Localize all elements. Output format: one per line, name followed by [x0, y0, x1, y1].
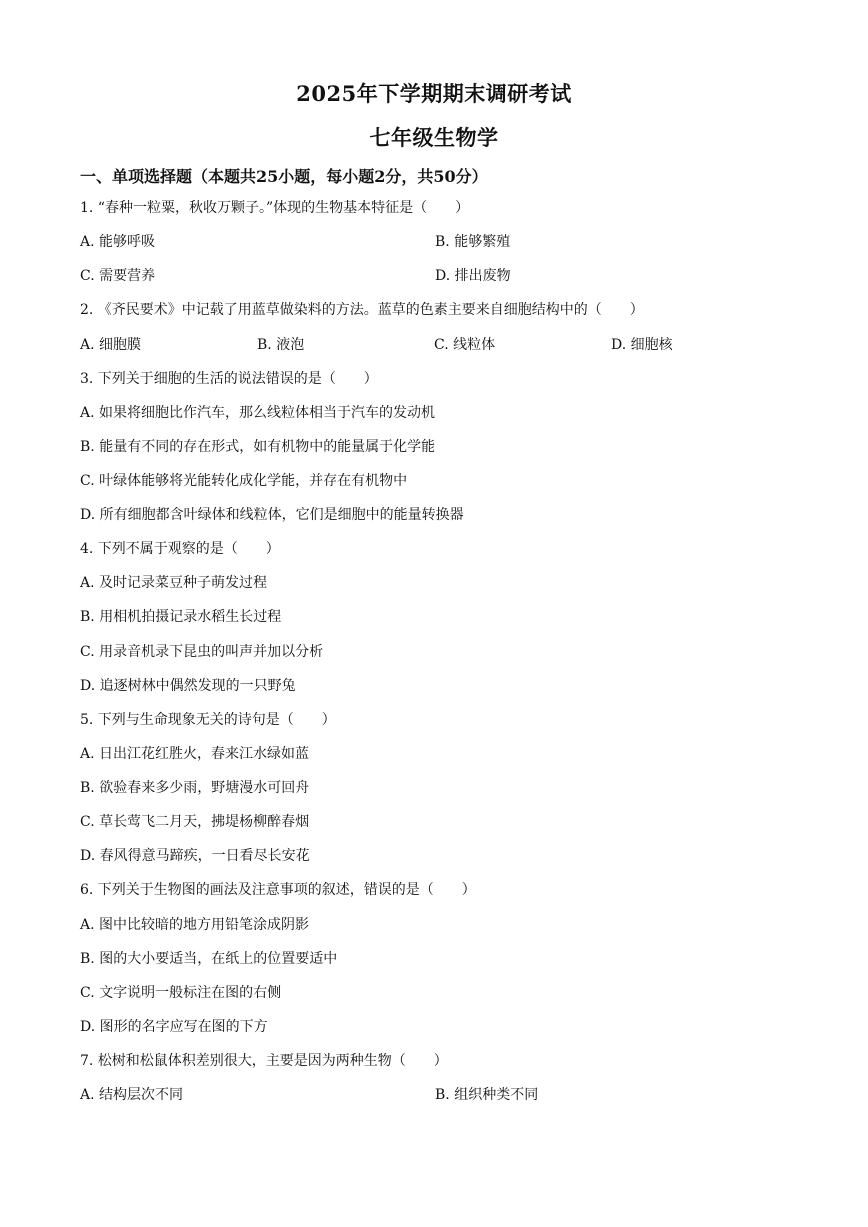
option: C. 文字说明一般标注在图的右侧 — [80, 985, 282, 1001]
exam-title: 2025年下学期期末调研考试 — [296, 81, 572, 106]
option: A. 细胞膜 — [80, 337, 142, 353]
option: B. 组织种类不同 — [435, 1087, 539, 1103]
option: D. 追逐树林中偶然发现的一只野兔 — [80, 678, 296, 694]
question-stem: 1. “春种一粒粟，秋收万颗子。”体现的生物基本特征是（ ） — [80, 200, 470, 216]
question-stem: 7. 松树和松鼠体积差别很大，主要是因为两种生物（ ） — [80, 1053, 448, 1069]
option: B. 欲验春来多少雨，野塘漫水可回舟 — [80, 780, 310, 796]
question-stem: 6. 下列关于生物图的画法及注意事项的叙述，错误的是（ ） — [80, 882, 476, 898]
option: A. 能够呼吸 — [80, 234, 156, 250]
question-stem: 2. 《齐民要术》中记载了用蓝草做染料的方法。蓝草的色素主要来自细胞结构中的（ ） — [80, 302, 644, 318]
option: A. 图中比较暗的地方用铅笔涂成阴影 — [80, 917, 310, 933]
option: B. 能量有不同的存在形式，如有机物中的能量属于化学能 — [80, 439, 436, 455]
option: D. 排出废物 — [435, 268, 511, 284]
option: D. 图形的名字应写在图的下方 — [80, 1019, 268, 1035]
option: A. 结构层次不同 — [80, 1087, 184, 1103]
option: C. 叶绿体能够将光能转化成化学能，并存在有机物中 — [80, 473, 408, 489]
option: B. 图的大小要适当，在纸上的位置要适中 — [80, 951, 338, 967]
option: C. 草长莺飞二月天，拂堤杨柳醉春烟 — [80, 814, 310, 830]
option: A. 及时记录菜豆种子萌发过程 — [80, 575, 268, 591]
option: D. 细胞核 — [611, 337, 673, 353]
option: C. 线粒体 — [434, 337, 496, 353]
section-heading: 一、单项选择题（本题共25小题，每小题2分，共50分） — [80, 167, 488, 186]
option: A. 日出江花红胜火，春来江水绿如蓝 — [80, 746, 310, 762]
option: C. 需要营养 — [80, 268, 156, 284]
option: C. 用录音机录下昆虫的叫声并加以分析 — [80, 644, 324, 660]
question-stem: 3. 下列关于细胞的生活的说法错误的是（ ） — [80, 371, 378, 387]
option: B. 用相机拍摄记录水稻生长过程 — [80, 609, 282, 625]
question-stem: 5. 下列与生命现象无关的诗句是（ ） — [80, 712, 336, 728]
option: A. 如果将细胞比作汽车，那么线粒体相当于汽车的发动机 — [80, 405, 436, 421]
option: D. 春风得意马蹄疾，一日看尽长安花 — [80, 848, 310, 864]
option: B. 液泡 — [257, 337, 305, 353]
option: D. 所有细胞都含叶绿体和线粒体，它们是细胞中的能量转换器 — [80, 507, 464, 523]
exam-subject: 七年级生物学 — [369, 125, 499, 150]
question-stem: 4. 下列不属于观察的是（ ） — [80, 541, 280, 557]
option: B. 能够繁殖 — [435, 234, 511, 250]
